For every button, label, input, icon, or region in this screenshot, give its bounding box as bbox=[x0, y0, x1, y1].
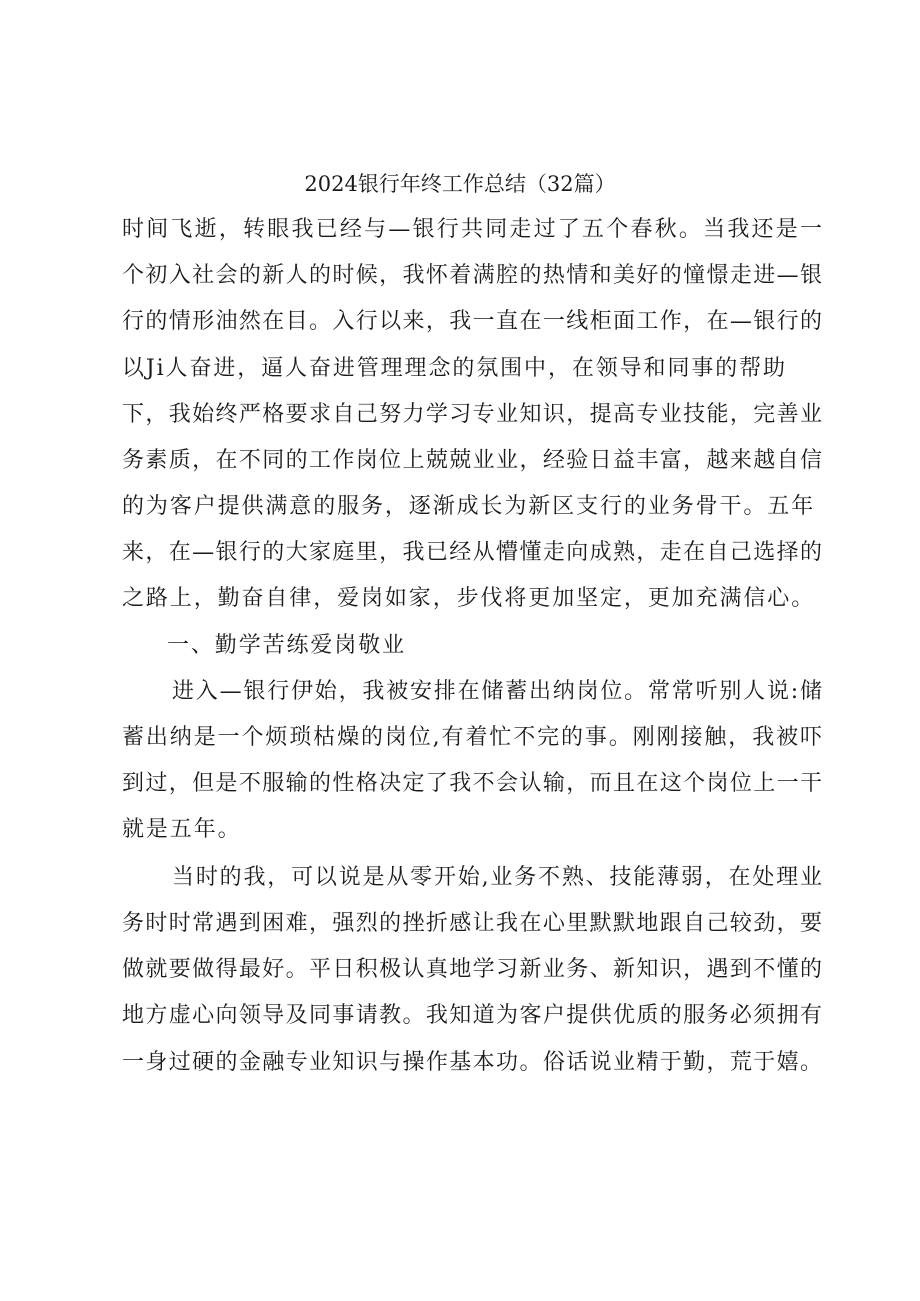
paragraph-line: 以Ji人奋进，逼人奋进管理理念的氛围中，在领导和同事的帮助 bbox=[122, 356, 787, 381]
paragraph-line: 做就要做得最好。平日积极认真地学习新业务、新知识，遇到不懂的 bbox=[122, 957, 822, 982]
paragraph-line: 进入—银行伊始，我被安排在储蓄出纳岗位。常常听别人说:储 bbox=[172, 679, 822, 704]
paragraph-line: 务素质，在不同的工作岗位上兢兢业业，经验日益丰富，越来越自信 bbox=[122, 448, 822, 473]
paragraph-line: 之路上，勤奋自律，爱岗如家，步伐将更加坚定，更加充满信心。 bbox=[122, 586, 816, 611]
paragraph-line: 下，我始终严格要求自己努力学习专业知识，提高专业技能，完善业 bbox=[122, 402, 822, 427]
section-heading: 一、勤学苦练爱岗敬业 bbox=[167, 633, 407, 658]
paragraph-line: 个初入社会的新人的时候，我怀着满腔的热情和美好的憧憬走进—银 bbox=[122, 263, 822, 288]
paragraph-line: 的为客户提供满意的服务，逐渐成长为新区支行的业务骨干。五年 bbox=[122, 494, 816, 519]
paragraph-line: 地方虚心向领导及同事请教。我知道为客户提供优质的服务必须拥有 bbox=[122, 1003, 822, 1028]
paragraph-line: 一身过硬的金融专业知识与操作基本功。俗话说业精于勤，荒于嬉。 bbox=[122, 1050, 822, 1075]
paragraph-line: 行的情形油然在目。入行以来，我一直在一线柜面工作，在—银行的 bbox=[122, 309, 822, 334]
paragraph-line: 就是五年。 bbox=[122, 817, 242, 842]
paragraph-line: 当时的我，可以说是从零开始,业务不熟、技能薄弱，在处理业 bbox=[172, 865, 822, 890]
paragraph-line: 蓄出纳是一个烦琐枯燥的岗位,有着忙不完的事。刚刚接触，我被吓 bbox=[122, 725, 822, 750]
paragraph-line: 时间飞逝，转眼我已经与—银行共同走过了五个春秋。当我还是一 bbox=[122, 217, 822, 242]
paragraph-line: 到过，但是不服输的性格决定了我不会认输，而且在这个岗位上一干 bbox=[122, 771, 822, 796]
document-title: 2024银行年终工作总结（32篇） bbox=[304, 172, 616, 196]
paragraph-line: 来，在—银行的大家庭里，我已经从懵懂走向成熟，走在自己选择的 bbox=[122, 540, 822, 565]
paragraph-line: 务时时常遇到困难，强烈的挫折感让我在心里默默地跟自己较劲，要 bbox=[122, 911, 822, 936]
